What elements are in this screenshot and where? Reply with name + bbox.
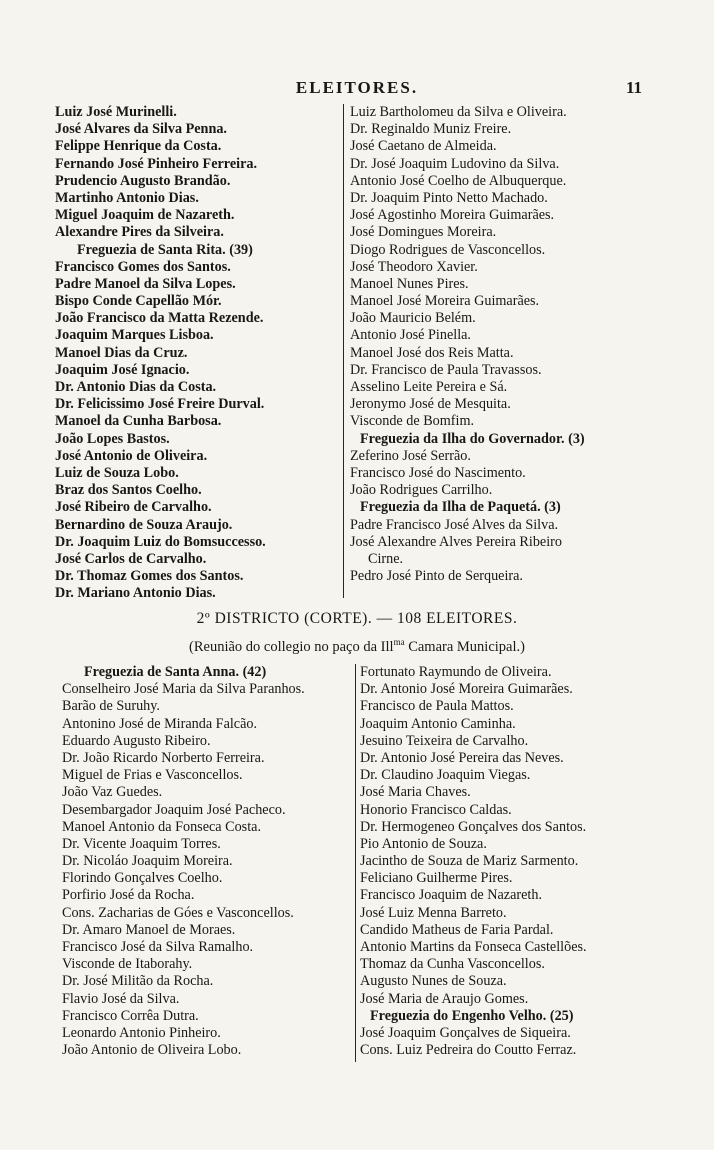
elector-entry: Bispo Conde Capellão Mór.	[55, 293, 222, 310]
elector-entry: Dr. Thomaz Gomes dos Santos.	[55, 568, 244, 585]
elector-entry: Luiz Bartholomeu da Silva e Oliveira.	[350, 104, 567, 120]
elector-entry: Barão de Suruhy.	[62, 698, 160, 715]
elector-entry: Manoel José Moreira Guimarães.	[350, 293, 540, 310]
elector-entry: Pio Antonio de Souza.	[360, 835, 487, 852]
elector-entry: José Alexandre Alves Pereira Ribeiro	[350, 533, 562, 550]
elector-entry: Dr. Felicissimo José Freire Durval.	[55, 396, 265, 413]
elector-entry: Flavio José da Silva.	[62, 990, 180, 1007]
parish-heading: Freguezia de Santa Rita. (39)	[77, 241, 253, 258]
elector-entry: Alexandre Pires da Silveira.	[55, 224, 224, 241]
elector-entry: Augusto Nunes de Souza.	[360, 973, 507, 990]
elector-entry: João Francisco da Matta Rezende.	[55, 310, 264, 327]
elector-entry: Antonio José Pinella.	[350, 327, 471, 344]
elector-entry: Zeferino José Serrão.	[350, 447, 471, 464]
elector-entry: Jesuino Teixeira de Carvalho.	[360, 732, 529, 749]
elector-entry: Prudencio Augusto Brandão.	[55, 172, 231, 189]
elector-entry: Honorio Francisco Caldas.	[360, 801, 512, 818]
elector-entry: Braz dos Santos Coelho.	[55, 482, 202, 499]
elector-entry: Padre Manoel da Silva Lopes.	[55, 275, 236, 292]
elector-entry: Manoel Antonio da Fonseca Costa.	[62, 818, 261, 835]
elector-entry: José Alvares da Silva Penna.	[55, 121, 227, 138]
elector-entry: Florindo Gonçalves Coelho.	[62, 870, 223, 887]
elector-entry: Asselino Leite Pereira e Sá.	[350, 379, 508, 395]
bottom-left-column	[62, 664, 305, 1059]
elector-entry: Joaquim Antonio Caminha.	[360, 715, 516, 732]
elector-entry: Francisco Corrêa Dutra.	[62, 1007, 199, 1024]
elector-entry: Dr. Antonio José Moreira Guimarães.	[360, 681, 573, 698]
elector-entry: Pedro José Pinto de Serqueira.	[350, 568, 523, 585]
elector-entry: Dr. Mariano Antonio Dias.	[55, 585, 216, 602]
page-header-title: ELEITORES.	[295, 78, 419, 97]
elector-entry: Dr. Antonio José Pereira das Neves.	[360, 749, 564, 766]
elector-entry: Luiz José Murinelli.	[55, 104, 177, 120]
elector-entry: José Carlos de Carvalho.	[55, 550, 207, 567]
elector-entry: Thomaz da Cunha Vasconcellos.	[360, 956, 545, 973]
elector-entry: Fortunato Raymundo de Oliveira.	[360, 664, 552, 680]
elector-entry: João Vaz Guedes.	[62, 784, 163, 801]
top-left-column	[55, 104, 266, 602]
parish-heading: Freguezia da Ilha de Paquetá. (3)	[360, 499, 561, 516]
elector-entry: Manoel José dos Reis Matta.	[350, 344, 514, 361]
elector-entry: Dr. José Militão da Rocha.	[62, 973, 214, 990]
elector-entry: Dr. João Ricardo Norberto Ferreira.	[62, 749, 265, 766]
elector-entry: José Maria Chaves.	[360, 784, 471, 801]
elector-entry: Dr. Antonio Dias da Costa.	[55, 379, 217, 395]
elector-entry: Dr. Hermogeneo Gonçalves dos Santos.	[360, 818, 587, 835]
elector-entry: João Rodrigues Carrilho.	[350, 482, 493, 499]
top-right-column	[350, 104, 585, 585]
elector-entry: Leonardo Antonio Pinheiro.	[62, 1024, 221, 1041]
meeting-note-text: (Reunião do collegio no paço da Ill	[189, 638, 394, 655]
elector-entry: Dr. Joaquim Pinto Netto Machado.	[350, 189, 548, 206]
parish-heading: Freguezia de Santa Anna. (42)	[84, 664, 267, 680]
elector-entry: José Ribeiro de Carvalho.	[55, 499, 212, 516]
elector-entry: José Theodoro Xavier.	[350, 258, 478, 275]
elector-entry: Joaquim Marques Lisboa.	[55, 327, 214, 344]
parish-heading: Freguezia da Ilha do Governador. (3)	[360, 430, 585, 447]
parish-heading: Freguezia do Engenho Velho. (25)	[370, 1007, 574, 1024]
elector-entry: Felippe Henrique da Costa.	[55, 138, 222, 155]
elector-entry: Dr. Amaro Manoel de Moraes.	[62, 921, 236, 938]
elector-entry: Cons. Luiz Pedreira do Coutto Ferraz.	[360, 1042, 577, 1059]
elector-entry: Cons. Zacharias de Góes e Vasconcellos.	[62, 904, 294, 921]
elector-entry: Joaquim José Ignacio.	[55, 361, 190, 378]
elector-entry: José Luiz Menna Barreto.	[360, 904, 507, 921]
elector-entry: José Joaquim Gonçalves de Siqueira.	[360, 1024, 571, 1041]
meeting-note-superscript: ma	[393, 637, 405, 647]
page-number: 11	[625, 78, 642, 97]
elector-entry: José Antonio de Oliveira.	[55, 447, 208, 464]
elector-entry: José Agostinho Moreira Guimarães.	[350, 207, 555, 224]
elector-entry: Dr. Claudino Joaquim Viegas.	[360, 767, 531, 784]
elector-entry: Francisco de Paula Mattos.	[360, 698, 514, 715]
column-divider-top	[343, 104, 344, 598]
elector-entry: Antonio José Coelho de Albuquerque.	[350, 172, 567, 189]
elector-entry: Bernardino de Souza Araujo.	[55, 516, 233, 533]
elector-entry: João Antonio de Oliveira Lobo.	[62, 1042, 242, 1059]
elector-entry: Eduardo Augusto Ribeiro.	[62, 732, 211, 749]
elector-entry: Manoel Nunes Pires.	[350, 275, 469, 292]
elector-entry: José Domingues Moreira.	[350, 224, 497, 241]
elector-entry: Dr. José Joaquim Ludovino da Silva.	[350, 155, 560, 172]
elector-entry: Porfirio José da Rocha.	[62, 887, 195, 904]
elector-entry: João Lopes Bastos.	[55, 430, 170, 447]
elector-entry: Jeronymo José de Mesquita.	[350, 396, 511, 413]
elector-entry: Francisco José do Nascimento.	[350, 464, 526, 481]
elector-entry: Dr. Reginaldo Muniz Freire.	[350, 121, 512, 138]
elector-entry: Francisco Gomes dos Santos.	[55, 258, 231, 275]
column-divider-bottom	[355, 664, 356, 1062]
elector-entry: Jacintho de Souza de Mariz Sarmento.	[360, 853, 579, 870]
elector-entry: José Caetano de Almeida.	[350, 138, 497, 155]
district-heading: 2º DISTRICTO (CORTE). — 108 ELEITORES.	[196, 610, 518, 627]
elector-entry: João Mauricio Belém.	[350, 310, 476, 327]
elector-entry: Antonino José de Miranda Falcão.	[62, 715, 258, 732]
elector-entry: Cirne.	[368, 550, 404, 567]
elector-entry: Manoel Dias da Cruz.	[55, 344, 188, 361]
elector-entry: Luiz de Souza Lobo.	[55, 464, 179, 481]
elector-entry: Antonio Martins da Fonseca Castellões.	[360, 939, 587, 955]
elector-entry: Diogo Rodrigues de Vasconcellos.	[350, 241, 546, 258]
elector-entry: Visconde de Itaborahy.	[62, 956, 193, 973]
elector-entry: Manoel da Cunha Barbosa.	[55, 413, 222, 430]
meeting-note	[0, 637, 714, 656]
elector-entry: Dr. Nicoláo Joaquim Moreira.	[62, 853, 233, 870]
elector-entry: Dr. Francisco de Paula Travassos.	[350, 361, 542, 378]
elector-entry: Dr. Joaquim Luiz do Bomsuccesso.	[55, 533, 266, 550]
elector-entry: Fernando José Pinheiro Ferreira.	[55, 155, 258, 172]
elector-entry: José Maria de Araujo Gomes.	[360, 990, 529, 1007]
elector-entry: Padre Francisco José Alves da Silva.	[350, 516, 559, 533]
elector-entry: Candido Matheus de Faria Pardal.	[360, 921, 554, 938]
elector-entry: Feliciano Guilherme Pires.	[360, 870, 513, 887]
elector-entry: Miguel de Frias e Vasconcellos.	[62, 767, 243, 784]
meeting-note-text-end: Camara Municipal.)	[404, 638, 525, 655]
elector-entry: Visconde de Bomfim.	[350, 413, 475, 430]
elector-entry: Francisco José da Silva Ramalho.	[62, 939, 254, 955]
elector-entry: Dr. Vicente Joaquim Torres.	[62, 835, 221, 852]
elector-entry: Martinho Antonio Dias.	[55, 189, 199, 206]
elector-entry: Conselheiro José Maria da Silva Paranhos.	[62, 681, 305, 698]
bottom-right-column	[360, 664, 587, 1059]
elector-entry: Desembargador Joaquim José Pacheco.	[62, 801, 286, 818]
elector-entry: Francisco Joaquim de Nazareth.	[360, 887, 543, 904]
elector-entry: Miguel Joaquim de Nazareth.	[55, 207, 235, 224]
